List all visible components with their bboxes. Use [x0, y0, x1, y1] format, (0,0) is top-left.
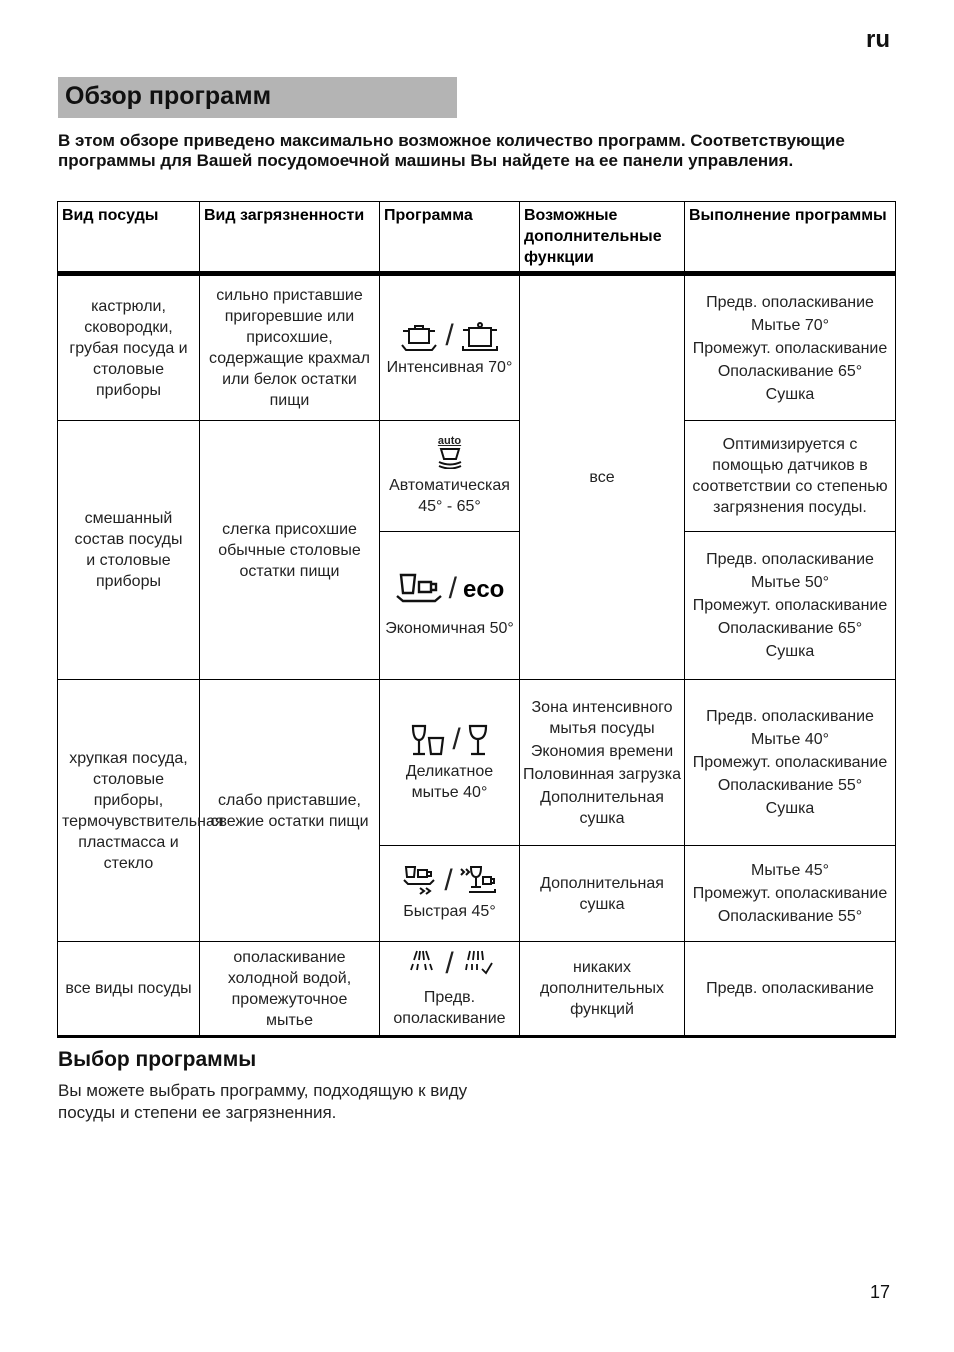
extras-cell-quick: Дополнительная сушка [520, 846, 685, 942]
step: Ополаскивание 55° [717, 908, 863, 925]
page-number: 17 [870, 1282, 891, 1302]
sequence-cell: Оптимизируется с помощью датчиков в соответствии со степенью загрязнения посуды. [685, 421, 896, 532]
program-name: Автоматическая 45° - 65° [389, 477, 510, 515]
header-dishes: Вид посуды [58, 202, 200, 274]
intro-text: В этом обзоре приведено максимально возможное количество программ. Соответствующие программы для Вашей посудомоечной машины Вы найдете на ее панели управления. [58, 131, 845, 170]
step: Промежут. ополаскивание [692, 754, 888, 771]
program-cell-quick [380, 846, 520, 942]
program-cell-intensive [380, 274, 520, 421]
program-cell-delicate [380, 680, 520, 846]
dishes-cell: все виды посуды [58, 942, 200, 1037]
table-row [58, 942, 896, 1037]
slash-separator: / [448, 572, 457, 605]
step: Предв. ополаскивание [706, 551, 874, 568]
wineglass-glass-icon [410, 723, 446, 757]
soil-cell: слабо приставшие, свежие остатки пищи [200, 680, 380, 942]
extras-cell-prerinse: никаких дополнительных функций [520, 942, 685, 1037]
program-cell-prerinse [380, 942, 520, 1037]
sequence-cell [685, 680, 896, 846]
soil-cell: сильно приставшие пригоревшие или присохшие, содержащие крахмал или белок остатки пищи [200, 274, 380, 421]
dishes-cell: хрупкая посуда, столовые приборы, термочувствительная пластмасса и стекло [58, 680, 200, 942]
program-cell-auto [380, 421, 520, 532]
program-name: Быстрая 45° [403, 903, 496, 920]
soil-cell: слегка присохшие обычные столовые остатки пищи [200, 421, 380, 680]
dishes-cell: кастрюли, сковородки, грубая посуда и столовые приборы [58, 274, 200, 421]
program-name: Экономичная 50° [385, 620, 514, 637]
step: Мытье 45° [750, 862, 830, 879]
header-soil: Вид загрязненности [200, 202, 380, 274]
step: Сушка [765, 385, 815, 403]
table-row [58, 421, 896, 532]
step: Ополаскивание 55° [717, 777, 863, 794]
slash-separator: / [452, 722, 461, 756]
language-code: ru [866, 26, 890, 53]
section-title: Выбор программы [58, 1048, 257, 1071]
step: Мытье 50° [750, 574, 830, 591]
step: Промежут. ополаскивание [692, 597, 888, 614]
extra-option: Экономия времени [530, 742, 674, 760]
header-program: Программа [380, 202, 520, 274]
extras-cell-delicate [520, 680, 685, 846]
sequence-cell: Предв. ополаскивание [685, 942, 896, 1037]
auto-bowl-icon [437, 447, 463, 469]
program-name: Интенсивная 70° [386, 358, 513, 376]
pot-on-rack-icon [399, 319, 439, 353]
sequence-cell [685, 532, 896, 680]
table-row [58, 274, 896, 421]
slash-separator: / [445, 318, 454, 352]
dishes-cell: смешанный состав посуды и столовые приборы [58, 421, 200, 680]
auto-label: auto [437, 435, 462, 447]
table-row [58, 680, 896, 846]
glass-cup-saucer-icon [395, 572, 443, 606]
shower-hand-icon [460, 949, 494, 979]
extras-cell-all: все [520, 274, 685, 680]
eco-label: eco [462, 575, 505, 603]
shower-icon [405, 949, 439, 979]
extra-option: Дополнительная сушка [540, 788, 664, 827]
sequence-cell [685, 274, 896, 421]
step: Промежут. ополаскивание [692, 339, 888, 357]
slash-separator: / [445, 946, 454, 980]
step: Сушка [765, 800, 815, 817]
extra-option: Зона интенсивного мытья посуды [531, 698, 673, 737]
programs-table [57, 201, 896, 1038]
program-cell-eco [380, 532, 520, 680]
header-sequence: Выполнение программы [685, 202, 896, 274]
slash-separator: / [444, 864, 453, 897]
page-title-bar [58, 77, 457, 118]
extra-option: Половинная загрузка [523, 765, 681, 783]
step: Сушка [765, 643, 815, 660]
step: Промежут. ополаскивание [692, 885, 888, 902]
page-title: Обзор программ [65, 82, 272, 110]
step: Предв. ополаскивание [706, 293, 874, 311]
table-header-row [58, 202, 896, 274]
sequence-cell [685, 846, 896, 942]
quick-wineglass-icon [459, 865, 497, 897]
section-body: Вы можете выбрать программу, подходящую к виду посуды и степени ее загрязненния. [58, 1081, 468, 1122]
program-name: Деликатное мытье 40° [405, 762, 494, 801]
program-name: Предв. ополаскивание [393, 988, 506, 1027]
step: Предв. ополаскивание [706, 708, 874, 725]
wineglass-icon [467, 723, 489, 757]
quick-cup-icon [402, 865, 438, 897]
soil-cell: ополаскивание холодной водой, промежуточное мытье [200, 942, 380, 1037]
step: Мытье 40° [750, 731, 830, 748]
step: Ополаскивание 65° [717, 362, 863, 380]
step: Ополаскивание 65° [717, 620, 863, 637]
step: Мытье 70° [750, 316, 830, 334]
pot-icon [460, 319, 500, 353]
header-extras: Возможные дополнительные функции [520, 202, 685, 274]
